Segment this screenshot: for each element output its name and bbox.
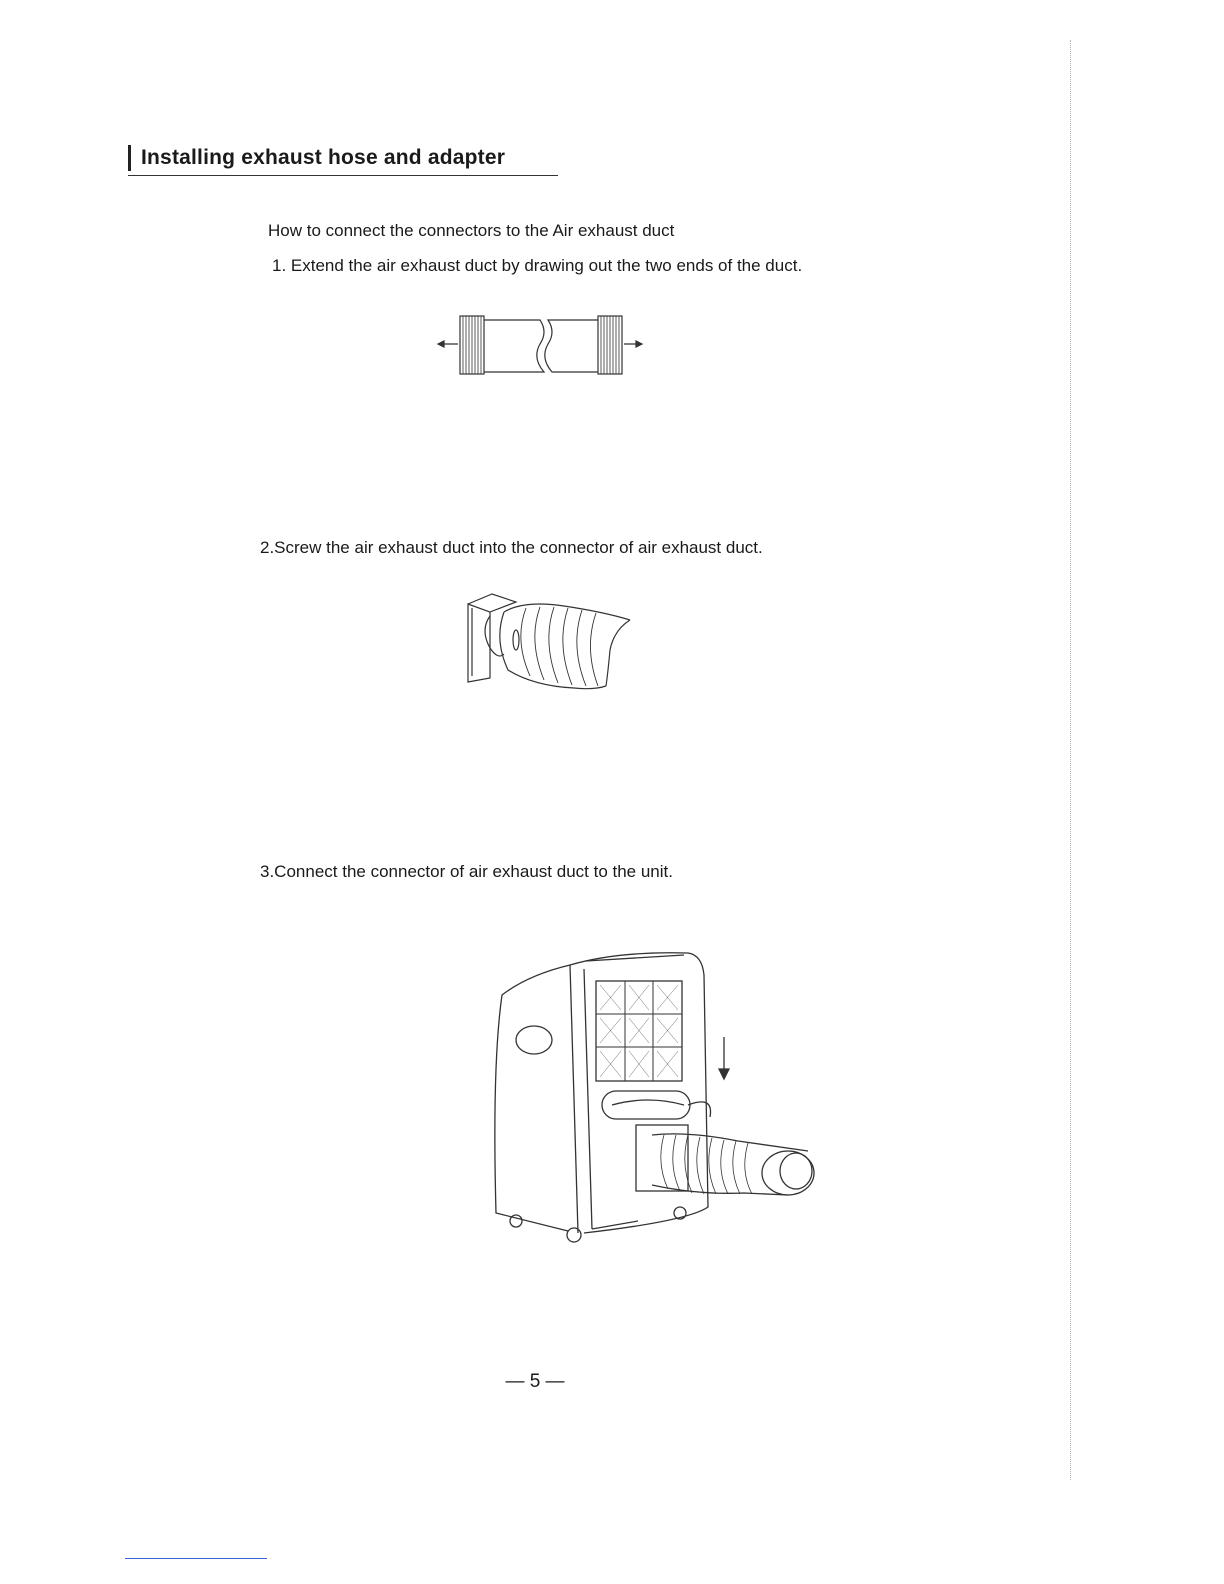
air-conditioner-unit-icon — [488, 945, 838, 1245]
page-number: — 5 — — [505, 1371, 565, 1392]
step-2-text: 2.Screw the air exhaust duct into the connector of air exhaust duct. — [260, 538, 763, 557]
step-3-text: 3.Connect the connector of air exhaust duct to the unit. — [260, 862, 673, 881]
footer-rule — [125, 1558, 267, 1559]
extended-duct-icon — [436, 310, 646, 382]
section-heading: Installing exhaust hose and adapter — [128, 145, 505, 171]
step-1-text: 1. Extend the air exhaust duct by drawing out the two ends of the duct. — [272, 256, 803, 275]
duct-connector-icon — [464, 590, 634, 690]
heading-underline — [128, 175, 558, 176]
scan-edge-line — [1070, 40, 1071, 1480]
intro-text: How to connect the connectors to the Air exhaust duct — [268, 221, 675, 240]
